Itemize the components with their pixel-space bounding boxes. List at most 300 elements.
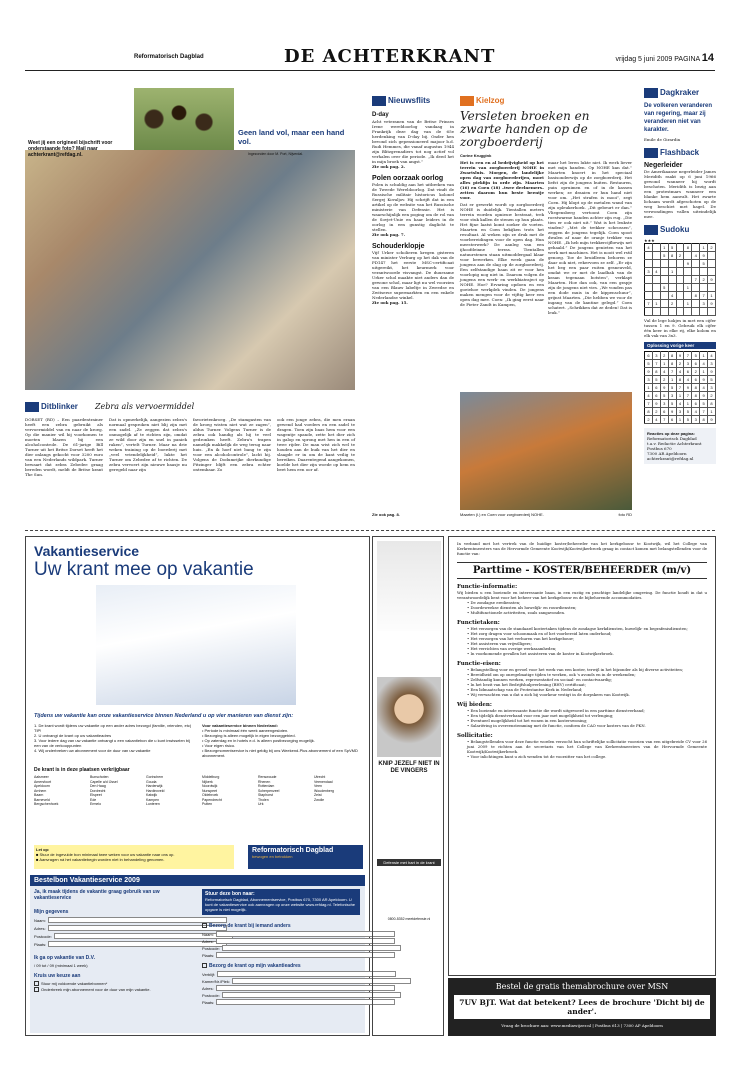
sudoku-cell: 9 [708,368,716,376]
msn-footer: Vraag de brochure aan: www.mediawijzer.nl | Postbus 613 | 7300 AP Apeldoorn [501,1023,663,1028]
sudoku-cell[interactable]: 8 [668,252,676,260]
vakantie-left-list [34,723,194,753]
sudoku-cell[interactable]: 3 [645,268,653,276]
sudoku-cell: 2 [692,368,700,376]
flashback-text: De Amerikaanse negerleider James Meridith raakt op 6 juni 1966 gewond wanneer hij wordt beschoten. Meridith is bezig aan een protestmars wanneer een blanke hem aanvalt. Het zwarte lichaam wordt afgeschoten op de weg beschiet met hagel. De verwondingen vallen uiteindelijk mee. [644,169,716,219]
sudoku-cell: 8 [676,376,684,384]
sudoku-cell[interactable] [692,284,700,292]
sudoku-cell[interactable] [645,308,653,316]
city-item: Zeist [314,793,322,797]
sudoku-cell[interactable] [668,260,676,268]
sudoku-cell: 9 [645,368,653,376]
sudoku-cell[interactable]: 1 [684,300,692,308]
vakantie-left-item-2: 2. U ontvangt de krant op uw vakantieadres [34,733,112,738]
city-item: Scherpenzeel [258,788,280,793]
vakantie-intro: Tijdens uw vakantie kan onze vakantieservice binnen Nederland u op vier manieren van dienst zijn: [34,713,294,719]
city-item: Ermelo [90,802,102,806]
sudoku-label: Sudoku [644,225,716,235]
kielzog-photo [460,392,632,510]
sudoku-cell[interactable] [676,284,684,292]
sudoku-cell[interactable] [700,268,708,276]
sudoku-cell: 1 [700,352,708,360]
ditblinker-label: Ditblinker [25,402,78,412]
sudoku-badge-icon [644,225,658,235]
sudoku-cell: 7 [700,408,708,416]
vakantie-left-item-3: 3. Voor iedere dag van uw vakantie ontvangt u een vakantiebon die u kunt inwisselen bij een van de verkooppunten [34,738,190,748]
koster-ad [448,536,716,976]
flashback-badge-icon [644,148,658,158]
adres-input[interactable] [48,925,227,931]
sudoku-cell: 3 [684,360,692,368]
flashback-label: Flashback [644,148,716,158]
sudoku-cell[interactable] [668,308,676,316]
keuze-option-2[interactable]: Onderbreek mijn abonnement voor de duur van mijn vakantie. [34,987,151,993]
city-item: Lunteren [146,802,160,806]
main-photo [25,150,355,390]
city-item: Amersfoort [34,779,52,784]
plaats-input[interactable] [48,941,227,947]
sudoku-cell[interactable] [652,284,660,292]
sudoku-cell: 9 [660,384,668,392]
city-item: Ede [90,797,97,802]
ik-ga-title: Ik ga op vakantie van D.V. [34,955,95,961]
sudoku-cell: 6 [660,408,668,416]
knip-tel: 0800-5352 meetdefensie.nl [387,917,431,921]
vakantie-slogan: Uw krant mee op vakantie [34,559,254,580]
anders-plaats-input[interactable] [216,952,395,958]
sudoku-cell: 3 [676,408,684,416]
photo-caption-title: Geen land vol, maar een hand vol. [238,128,345,146]
nieuwsflits-title-3: Schouderklopje [372,243,425,250]
sudoku-cell[interactable]: 5 [700,260,708,268]
koster-list-item: • Wij verwachten van u dat u zich bij voorkeur vestigt in de dorpskern van Kootwijk. [467,692,630,698]
city-item: Arnhem [34,788,47,793]
reacties-line-1: Reformatorisch Dagblad [647,436,697,441]
city-item: Apeldoorn [34,784,50,788]
koster-list-item: • In voorkomende gevallen het assisteren van de koster in Kootwijkerbroek. [467,651,614,657]
sudoku-cell: 5 [645,360,653,368]
sudoku-cell[interactable] [652,260,660,268]
sudoku-cell: 3 [708,360,716,368]
koster-list-item: • Belangstelling voor en gevoel voor het werk van een koster, terwijl in het bijzonder als bij diverse activiteiten; [467,667,684,673]
sudoku-cell[interactable]: 7 [692,276,700,284]
city-item: Oldebroek [202,793,219,797]
letop-title: Let op: [36,847,50,852]
photo-credit: Ingezonden door M. Port, Nijverdal. [248,152,304,156]
sudoku-cell: 4 [692,408,700,416]
city-item: Urk [258,802,264,806]
mijn-gegevens-fields: Naam: Adres: Postcode: Plaats: [34,917,194,949]
sudoku-cell[interactable]: 4 [692,252,700,260]
sudoku-cell: 5 [660,392,668,400]
sudoku-cell[interactable]: 9 [684,260,692,268]
sudoku-cell: 8 [668,360,676,368]
koster-list-item: • Het zorg dragen voor schoonmaak en of het voorbereid laten onderhoud; [467,631,612,637]
vakantie-right-title: Voor vakantieservice binnen Nederland: [202,723,278,728]
nieuwsflits-badge-icon [372,96,386,106]
sudoku-cell: 1 [668,376,676,384]
sudoku-cell: 9 [668,408,676,416]
bezorg-vakantieadres[interactable]: Bezorg de krant op mijn vakantieadres [202,963,301,969]
sudoku-cell: 7 [668,368,676,376]
page-title: DE ACHTERKRANT [284,46,496,67]
city-item: Katwijk [146,793,158,797]
sudoku-cell[interactable] [692,268,700,276]
city-item: Capelle a/d IJssel [90,779,118,784]
sudoku-cell[interactable] [708,284,716,292]
koster-list-item: • Salariëring in overeenstemming met de functie, conform de CAO voor kosters van de PKN. [467,723,646,729]
sudoku-cell[interactable]: 1 [660,244,668,252]
sudoku-cell[interactable]: 8 [684,244,692,252]
sudoku-cell[interactable]: 5 [668,244,676,252]
ditblinker-title: Zebra als vervoermiddel [95,402,195,411]
sudoku-cell[interactable] [700,308,708,316]
koster-list-item: • Voor inlichtingen kunt u zich wenden tot de voorzitter van het college. [467,754,607,760]
sudoku-cell[interactable] [660,308,668,316]
sudoku-cell[interactable]: 2 [676,252,684,260]
nieuwsflits-text-1: Acht veteranen van de Britse Prinses Irene wereldoorlog vandaag in Frankrijk deze dag van de 65e herdenking van D-day bij. Onder hen bevond zich gepensioneerd majoor b.d. Rudi Hemmes, die vanaf augustus 1944 zijn Blitzgrenadiers tot nog actief vol verhalen over die periode. „Ik deed het in mijn broek van angst.” [372,119,454,164]
page-header [134,44,714,70]
sudoku-cell: 7 [645,400,653,408]
sudoku-solution-grid [644,351,716,424]
city-item: Woudenberg [314,788,334,793]
sudoku-cell[interactable]: 5 [660,284,668,292]
sudoku-cell[interactable] [652,252,660,260]
koster-list-item: • Het assisteren van vrijwilligers; [467,641,532,647]
sudoku-cell[interactable]: 4 [652,268,660,276]
vakantie-right-item-4: • Voor eigen risico. [202,743,236,748]
letop-box [34,845,234,869]
anders-adres-input[interactable] [216,938,395,944]
dagkraker-author: Emile de Girardin [644,137,681,142]
sudoku-cell[interactable] [684,276,692,284]
sudoku-cell[interactable] [676,268,684,276]
sudoku-cell: 5 [692,352,700,360]
sudoku-cell: 2 [645,416,653,424]
sudoku-cell[interactable] [652,244,660,252]
koster-intro: In verband met het vertrek van de huidige koster/beheerder van het kerkgebouw te Kootwijk, wil het College van Kerkrentmeesters van de Hervormde Gemeente Kootwijk/Kootwijkerbroek graag in contact komen met belangstellenden voor de functie van: [457,541,707,556]
bestelbon-title: Bestelbon Vakantieservice 2009 [30,875,365,886]
sudoku-cell[interactable]: 3 [700,300,708,308]
city-item: Bunschoten [90,775,109,779]
sudoku-cell[interactable]: 5 [660,252,668,260]
vakantie-illustration [96,585,296,705]
checkbox-icon[interactable] [202,963,207,968]
vakantie-right-item-2: • Bezorging is alleen mogelijk in eigen bezorggebied. [202,733,296,738]
sudoku-cell: 4 [684,376,692,384]
ditblinker-col-4: ook een jonge zebra, die men eraan gewend had voeders en een zadel te dragen. Toen zijn baas hem voor een wagentje spande, zette het dier zich in galop en sprong met hen in een of twee rijder. De man wist zich wel te houden aan de buik van het dier en slaagde er in om de kant veilig te bereiken. Daarentegend aangekomen, koelde het dier zijn woede op hem en beet hem een oor af. [277,417,355,472]
city-item: Nunspeet [202,788,217,793]
sudoku-cell: 3 [660,400,668,408]
sudoku-cell: 9 [700,392,708,400]
checkbox-icon[interactable] [34,981,39,986]
sudoku-cell[interactable] [684,292,692,300]
checkbox-icon[interactable] [34,987,39,992]
sudoku-cell: 9 [652,400,660,408]
city-item: Veenendaal [314,779,333,784]
sudoku-instruction: Vul de lege hokjes in met een cijfer tussen 1 en 9. Gebruik elk cijfer één keer in elke rij, elke kolom en elk vak van 3x3. [644,318,716,338]
sudoku-cell[interactable]: 7 [645,300,653,308]
sudoku-cell: 4 [700,360,708,368]
naam-input[interactable] [48,917,227,923]
city-item: Staphorst [258,793,273,797]
dagkraker-label: Dagkraker [644,88,716,98]
sudoku-cell[interactable] [645,284,653,292]
city-item: Kampen [146,797,160,802]
kielzog-col1: Dat er gewerkt wordt op zorgboerderij NOHE is duidelijk. Tientallen meters terrein worden opnieuw bestraat, trek voor stuk kallen de stenen op hun plaats. Het fijne laatst komt zoeker de voeten. Maarten en Coen bekijken trots het resultaat. Al weken zijn ze druk met de voorbereidingen voor de open dag. Hun meesterwerk? De aanleg van een ijhoofdeinne terras. Tientallen natuurstenen staan uitmoddergaal klaar voor bewerken. Elke week gaan de jongens aan de slag op de zorgboerderij. Een zelfstandige baan zit er voor hen voorlopig nog niet in. Daarom volgen de jongens een werk- en werkbiatraject op NOHE. Hoe? Ervaring opdoen en een goeiehoe werkplek vinden. De jongens maken mengen voor de vijftig keer een open dag mee. Coen: „Ik ging eerst naar de Pieter Zandt in Kampen, [460,202,544,307]
city-item: Elspeet [90,793,102,797]
defensie-ad [372,536,444,1036]
sudoku-cell[interactable] [708,268,716,276]
sudoku-cell: 5 [668,400,676,408]
sudoku-cell[interactable] [668,284,676,292]
koster-list-item: • In het bezit van het Bedrijfshulpverlening (BHV) certificaat; [467,682,587,688]
koster-section-title: Functietaken: [457,620,500,627]
sudoku-cell[interactable] [708,260,716,268]
sudoku-cell[interactable]: 4 [645,244,653,252]
sudoku-cell: 8 [700,416,708,424]
nieuwsflits-text-2: Polen is schuldig aan het uitbreken van de Tweede Wereldoorlog. Dat vindt de Russische militair historicus kolonel Sergej Kovaljov. Hij schrijft dat in een artikel op de website van het Russische ministerie van Defensie. Het is waarschijnlijk een poging om de rol van de Sovjet-Unie en haar leiders in de oorlog in een gunstig daglicht te stellen. [372,182,454,232]
sudoku-solution-label: Oplossing vorige keer [644,342,716,349]
sudoku-cell[interactable] [645,252,653,260]
sudoku-cell[interactable] [684,252,692,260]
page-date: vrijdag 5 juni 2009 PAGINA 14 [615,52,714,64]
vakantie-right-list [202,723,362,758]
sudoku-cell[interactable] [676,292,684,300]
msn-ad [448,978,716,1036]
dagkraker-quote: De volkeren veranderen van regering, maar zij veranderen niet van karakter. [644,103,713,133]
vakantie-adres-input[interactable] [216,985,395,991]
sudoku-cell[interactable] [645,260,653,268]
sudoku-cell[interactable] [652,276,660,284]
sudoku-cell: 6 [692,400,700,408]
city-item: Utrecht [314,775,326,779]
letop-item-1: ■ Stuur de ingevulde bon minimaal twee weken voor uw vakantie naar ons op. [36,852,175,857]
monkeys-photo [134,88,234,150]
koster-list-item: • Doordeweekse diensten als huwelijk- en rouwdiensten; [467,605,577,611]
defensie-portrait [377,677,441,757]
sudoku-cell: 7 [660,416,668,424]
city-item: Zwolle [314,797,325,802]
sudoku-cell: 8 [652,368,660,376]
sudoku-cell[interactable]: 4 [668,292,676,300]
kielzog-column [460,96,632,315]
header-rule [25,70,715,71]
sudoku-cell[interactable]: 9 [700,252,708,260]
vakantie-ad [25,536,370,1036]
sudoku-cell: 8 [692,384,700,392]
flashback-title: Negerleider [644,162,683,169]
vakantie-left-item-4: 4. Wij onderbreken uw abonnement voor de duur van uw vakantie [34,748,151,753]
sudoku-cell[interactable] [692,308,700,316]
stuur-text: Reformatorisch Dagblad, Abonnementservice, Postbus 670, 7300 AR Apeldoorn. U kunt de vakantieservice ook aanvragen op onze website www.refdag.nl. Telefonische opgave is niet mogelijk. [205,897,356,912]
ditblinker-col-2: Dat is opmerkelijk, aangezien zebra's normaal gesproken niet blij zijn met een zadel. „Ze zeggen dat zebra's onmogelijk af te richten zijn, omdat ze wild door zijn en snel in paniek raken”, vertelt Turner. Maar na drie weken training op de boerderij met „veel vriendelijkheid”, lukte het Turner om Zebedee af te richten. De zebra vervoert zijn nieuwe baasje nu geregeld naar zijn [109,417,187,472]
koster-list-item: • Het verrichten van overige werkzaamheden; [467,646,557,652]
sudoku-cell: 1 [684,400,692,408]
sudoku-cell: 3 [708,384,716,392]
city-item: Papendrecht [202,797,222,802]
sudoku-cell: 7 [684,352,692,360]
vakantie-plaats-input[interactable] [216,999,395,1005]
nieuwsflits-ref-1: Zie ook pag. 2. [372,164,406,169]
sudoku-cell[interactable]: 1 [700,244,708,252]
bezorg-vakantie-fields: Verblijf: Kamer/Nr./Plek: Adres: Postcode: Plaats: [202,971,360,1006]
defensie-illustration-top [377,541,441,631]
sudoku-cell[interactable] [676,276,684,284]
sudoku-cell[interactable]: 1 [668,268,676,276]
sudoku-cell[interactable] [676,244,684,252]
sudoku-cell[interactable] [692,300,700,308]
bezorg-anders[interactable]: Bezorg de krant bij iemand anders [202,923,291,929]
rd-logo-name: Reformatorisch Dagblad [252,847,334,854]
vakantie-right-item-3: • Op zaterdag en in hotels e.d. is alleen postbezorging mogelijk. [202,738,315,743]
koster-section-title: Sollicitatie: [457,733,493,740]
sudoku-cell: 2 [708,392,716,400]
sudoku-cell[interactable]: 2 [708,244,716,252]
koster-list-item: • De zondagse erediensten; [467,600,521,606]
sudoku-cell[interactable] [692,244,700,252]
sudoku-cell[interactable] [660,268,668,276]
ditblinker-col-1: DORSET (RD) – Een paardentrainer heeft een zebra gebruikt als vervoermiddel van en naar de kroeg. Op die manier wil hij voorkomen te moeten blazen bij een alcoholcontrole. De 61-jarige Bill Turner uit het Britse Dorset heeft het dier onlangs gekocht voor 3200 euro van een Nederlands wildpark. Turner bewaart dat zebra Zebedee graag bereden wordt, meldt de Britse krant The Sun. [25,417,103,477]
vakantie-right-item-5: • Bezorgmomentservice is niet geldig bij ons Weekend-Plus abonnement of een SpVMD abonnement. [202,748,358,758]
msn-title: Bestel de gratis themabrochure over MSN [495,982,669,991]
sudoku-cell: 3 [645,376,653,384]
sudoku-cell: 9 [708,416,716,424]
mijn-gegevens-title: Mijn gegevens [34,909,69,915]
sudoku-cell[interactable] [708,308,716,316]
koster-list-item: • Bereidheid om op onregelmatige tijden te werken, ook 's avonds en in de weekenden; [467,672,636,678]
city-item: Putten [202,802,213,806]
vakantie-dates[interactable]: / 09 tot / 09 (minimaal 1 week) [34,963,88,968]
nieuwsflits-text-3: Vijf Urker scholieren kregen gisteren van minister Verburg op het dak van de PD147 het eerste MSC-certificaat uitgereikt, het keurmerk voor verantwoorde visvangst. De duurzame Urker schol maakte niet anders dan de gewone schol, maar ligt nu wel voorzien van een Blauw labeltje in Zweedse en Zwitserse supermarkten en een enkele Nederlandse winkel. [372,250,454,300]
sudoku-cell[interactable] [660,300,668,308]
koster-list-item: • Het verzorgen van het verhuren van het kerkgebouw; [467,636,575,642]
sudoku-cell[interactable]: 7 [700,292,708,300]
kielzog-label: Kielzog [460,96,632,106]
rd-logo-tagline: bewogen en betrokken [252,854,293,859]
sudoku-cell[interactable]: 2 [668,300,676,308]
sudoku-cell: 1 [645,384,653,392]
city-item: Tholen [258,797,269,802]
nieuwsflits-ref-2: Zie ook pag. 7. [372,232,406,237]
photo-note: Weet jij een origineel bijschrift voor onderstaande foto? Mail naar achterkrant@refdag.nl. [28,140,113,158]
knip-sub: Defensie met hart in de krant [377,859,441,866]
source-name: Reformatorisch Dagblad [134,54,204,60]
sudoku-cell[interactable]: 1 [684,284,692,292]
sudoku-cell: 9 [700,376,708,384]
sudoku-cell[interactable] [668,276,676,284]
sudoku-cell[interactable] [676,260,684,268]
sudoku-cell: 4 [676,368,684,376]
sudoku-cell: 5 [684,408,692,416]
sudoku-cell: 5 [668,384,676,392]
sudoku-cell[interactable] [700,284,708,292]
city-item: Nijkerk [202,779,213,784]
sudoku-cell[interactable] [684,308,692,316]
sudoku-cell[interactable]: 2 [700,276,708,284]
sudoku-cell[interactable] [708,252,716,260]
sudoku-cell[interactable]: 9 [708,300,716,308]
reacties-line-5: achterkrant@refdag.nl [647,456,694,461]
sudoku-cell[interactable]: 1 [708,292,716,300]
dagkraker-badge-icon [644,88,658,98]
city-item: Harderwijk [146,784,163,788]
koster-section-title: Functie-eisen: [457,661,501,668]
koster-section-title: Functie-informatie: [457,584,518,591]
sudoku-cell[interactable] [660,260,668,268]
sudoku-cell[interactable]: 1 [652,300,660,308]
sudoku-cell[interactable]: 8 [692,292,700,300]
sudoku-cell: 1 [660,360,668,368]
verblijf-input[interactable] [217,971,396,977]
rd-logo [248,845,363,869]
sudoku-cell[interactable] [676,300,684,308]
sudoku-cell: 6 [645,352,653,360]
koster-section-text: Wij bieden u een boeiende en interessante baan, in een rustig en prachtige landelijke omgeving. De functie houdt in dat u verantwoordelijk bent voor het beheer van het kerkgebouw en de bijbehorende accommodaties. [457,590,707,601]
sudoku-cell: 4 [652,416,660,424]
sudoku-cell[interactable] [645,276,653,284]
sudoku-cell[interactable] [660,276,668,284]
sudoku-level: ★★★ [644,238,655,243]
bezorg-anders-fields: Naam: Adres: Postcode: Plaats: [202,931,360,959]
kielzog-intro: Het is een en al bedrijvigheid op het terrein van zorgboerderij NOHE in Zwartsluis. Morgen, de landelijke open dag van zorgboerderijen, moet alles piekfijn in orde zijn. Maarten (16) en Coen (18) –twee deelnemers– zetten daarom hun beste beentje voor. [460,160,544,200]
reacties-title: Reacties op deze pagina: [647,431,695,436]
nieuwsflits-label: Nieuwsflits [372,96,454,106]
sudoku-cell[interactable] [652,308,660,316]
stuur-title: Stuur deze bon naar: [205,891,255,897]
sudoku-cell: 3 [652,352,660,360]
city-item: Baarn [34,793,44,797]
koster-list-item: • Belangstellenden voor deze functie worden verzocht hun schriftelijke sollicitatie voorzien van een uitgebreide CV voor 26 juni 2009 te richten aan de secretaris van het College van Kerkrentmeesters van de Hervormde Gemeente Kootwijk/Kootwijkerbroek. [467,739,707,755]
sudoku-cell[interactable] [692,260,700,268]
city-item: Aalsmeer [34,775,49,779]
sudoku-cell: 8 [692,392,700,400]
kielzog-caption: Maarten (l.) en Coen voor zorgboerderij NOHE. foto RD [460,512,632,517]
city-item: Gorinchem [146,775,164,779]
sudoku-cell: 3 [692,416,700,424]
checkbox-icon[interactable] [202,923,207,928]
sudoku-cell: 6 [668,416,676,424]
sudoku-cell[interactable] [660,292,668,300]
koster-section-title: Wij bieden: [457,702,492,709]
sudoku-cell: 7 [684,392,692,400]
vakantie-title: Vakantieservice [34,543,140,559]
sudoku-cell[interactable] [676,308,684,316]
sudoku-cell: 4 [676,400,684,408]
keuze-option-1[interactable]: Stuur mij voldoende vakantiebonnen* [34,981,151,987]
sudoku-cell: 2 [676,360,684,368]
reacties-line-3: Postbus 670 [647,446,672,451]
sudoku-cell[interactable]: 9 [708,276,716,284]
vakantie-left-item-1: 1. De krant wordt tijdens uw vakantie op een ander adres bezorgd (familie, vrienden, etc) TIP! [34,723,192,733]
knip-headline: KNIP JEZELF NIET IN DE VINGERS [378,761,440,774]
stuur-box [202,889,360,915]
nieuwsflits-ref-3: Zie ook pag. 15. [372,300,408,305]
ad-separator [25,530,715,531]
anders-naam-input[interactable] [216,931,395,937]
city-item: Noordwijk [202,784,218,788]
ditblinker-col-3: favorietenkroeg. „De stamgasten van de kroeg wisten niet wat ze zagen”, aldus Turner. Volgens Turner is de zebra ook handig als hij te veel gedronken heeft. Zebra's trapen namelijk makkelijk de weg terug naar huis. „En ik hoef niet bang te zijn voor een alcoholcontrole”, lacht hij. Volgens de Dodumrijke dierkundige Fitzinger blijft een zebra echter ontembaar. Zo [193,417,271,472]
sudoku-cell: 2 [652,408,660,416]
nieuwsflits-title-2: Polen oorzaak oorlog [372,175,444,182]
sudoku-cell[interactable] [645,292,653,300]
right-column [644,88,716,464]
city-item: Hardinxveld [146,788,165,793]
sudoku-cell: 1 [676,392,684,400]
city-item: Dordrecht [90,788,106,793]
sudoku-cell[interactable] [652,292,660,300]
sudoku-cell[interactable] [684,268,692,276]
